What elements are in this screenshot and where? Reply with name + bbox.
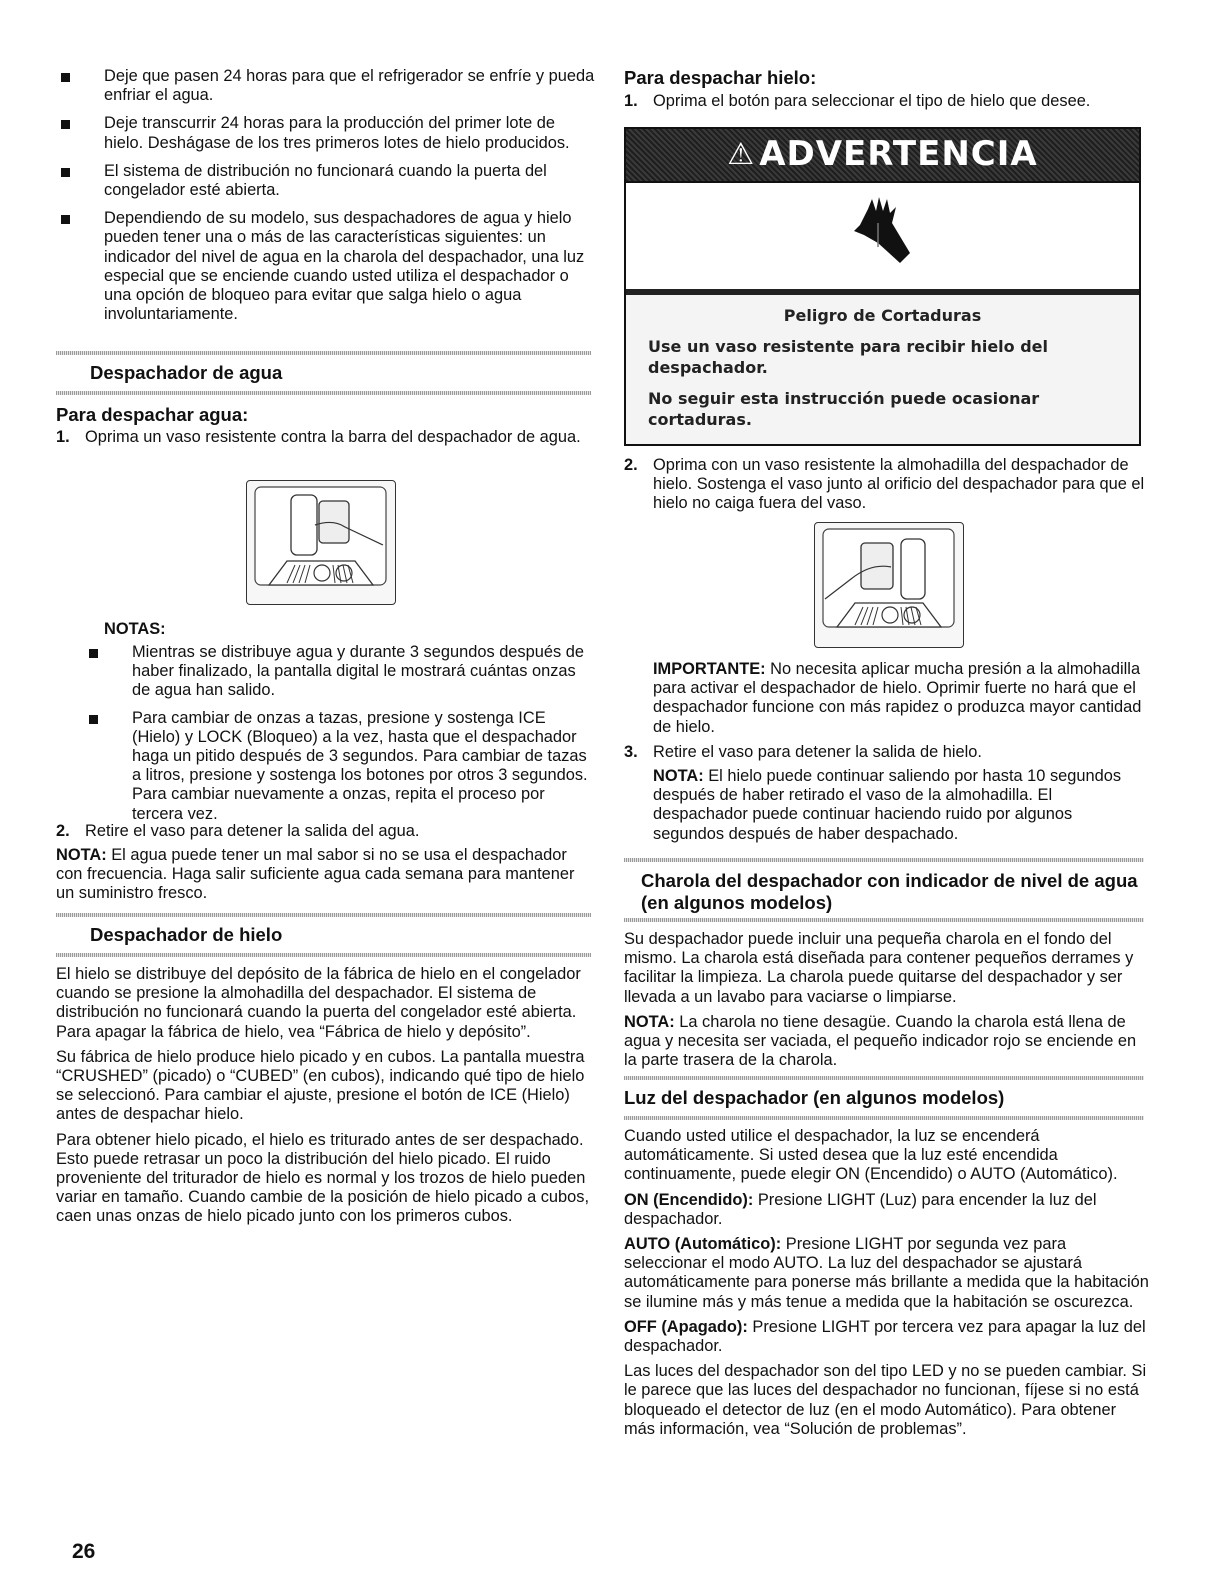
step-number: 1. — [56, 428, 70, 446]
note-label: NOTA: — [653, 767, 704, 785]
important-note — [653, 660, 1153, 737]
water-note — [56, 846, 591, 904]
step-text: Oprima un vaso resistente contra la barra del despachador de agua. — [85, 428, 581, 446]
list-item: Mientras se distribuye agua y durante 3 segundos después de haber finalizado, la pantalla digital le mostrará cuántas onzas de agua han salido. — [56, 643, 596, 701]
notes-label: NOTAS: — [104, 620, 166, 638]
warning-instruction: Use un vaso resistente para recibir hielo del despachador. — [648, 337, 1049, 377]
intro-bullet-list — [56, 67, 596, 331]
paragraph: Su despachador puede incluir una pequeña charola en el fondo del mismo. La charola está diseñada para contener pequeños derrames y facilitar la limpieza. La charola puede quitarse del despachador y ser llevada a un lavabo para vaciarse o limpiarse. — [624, 930, 1134, 1006]
water-dispenser-illustration — [246, 480, 396, 605]
subheading-dispense-water: Para despachar agua: — [56, 404, 249, 425]
note-label: NOTA: — [624, 1012, 675, 1031]
step-text: Oprima con un vaso resistente la almohadilla del despachador de hielo. Sostenga el vaso junto al orificio del despachador para que el hielo no caiga fuera del vaso. — [653, 456, 1145, 513]
notes-list — [56, 643, 596, 831]
light-on-paragraph — [624, 1191, 1149, 1229]
warning-consequence: No seguir esta instrucción puede ocasionar cortaduras. — [648, 389, 1040, 429]
warning-hazard: Peligro de Cortaduras — [783, 306, 982, 325]
mode-label: OFF (Apagado): — [624, 1317, 748, 1336]
paragraph: Para obtener hielo picado, el hielo es triturado antes de ser despachado. Esto puede retrasar un poco la distribución del hielo picado. El ruido proveniente del triturador de hielo es normal y los trozos de hielo pueden variar en tamaño. Cuando cambie de la posición de hielo picado a cubos, caen unas onzas de hielo picado junto con los primeros cubos. — [56, 1130, 590, 1226]
section-header-water — [56, 351, 591, 395]
light-auto-paragraph — [624, 1235, 1149, 1312]
paragraph: El hielo se distribuye del depósito de la fábrica de hielo en el congelador cuando se presione la almohadilla del despachador. El sistema de distribución no funcionará cuando la puerta del congelador esté abierta. Para apagar la fábrica de hielo, vea “Fábrica de hielo y depósito”. — [56, 965, 581, 1041]
note-text: El agua puede tener un mal sabor si no se usa el despachador con frecuencia. Haga salir suficiente agua cada semana para mantener un suministro fresco. — [56, 846, 575, 903]
step-number: 3. — [624, 743, 638, 761]
mode-label: AUTO (Automático): — [624, 1235, 782, 1254]
page-number: 26 — [72, 1540, 96, 1563]
warning-triangle-icon: ⚠ — [727, 137, 756, 173]
list-item: Deje transcurrir 24 horas para la producción del primer lote de hielo. Deshágase de los tres primeros lotes de hielo producidos. — [56, 114, 596, 152]
section-header-light — [624, 1076, 1144, 1120]
warning-icon-area — [626, 181, 1139, 289]
ice-step-2 — [624, 456, 1149, 514]
mode-text: Presione LIGHT por segunda vez para seleccionar el modo AUTO. La luz del despachador se ajustará automáticamente para ponerse más brillante a medida que la habitación se ilumine más y más tenue a medida que la habitación se oscurezca. — [624, 1235, 1149, 1311]
step-text: Oprima el botón para seleccionar el tipo de hielo que desee. — [653, 92, 1091, 110]
ice-dispenser-illustration — [814, 522, 964, 648]
subheading-dispense-ice: Para despachar hielo: — [624, 67, 817, 88]
step-number: 2. — [624, 456, 638, 474]
ice-step-3 — [624, 743, 1149, 762]
water-step-2 — [56, 822, 591, 841]
mode-label: ON (Encendido): — [624, 1190, 754, 1209]
section-title: Luz del despachador (en algunos modelos) — [624, 1087, 1005, 1108]
step-number: 2. — [56, 822, 70, 840]
light-off-paragraph — [624, 1318, 1149, 1356]
note-text: La charola no tiene desagüe. Cuando la charola está llena de agua y necesita ser vaciada, el pequeño indicador rojo se enciende en la parte trasera de la charola. — [624, 1012, 1137, 1070]
step-text: Retire el vaso para detener la salida de hielo. — [653, 743, 982, 761]
important-label: IMPORTANTE: — [653, 660, 766, 678]
ice-step-1 — [624, 92, 1149, 111]
mode-text: Presione LIGHT por tercera vez para apagar la luz del despachador. — [624, 1317, 1146, 1356]
paragraph: Su fábrica de hielo produce hielo picado y en cubos. La pantalla muestra “CRUSHED” (picado) o “CUBED” (en cubos), indicando qué tipo de hielo se seleccionó. Para cambiar el ajuste, presione el botón de ICE (Hielo) antes de despachar hielo. — [56, 1047, 585, 1124]
important-text: No necesita aplicar mucha presión a la almohadilla para activar el despachador de hielo. Oprimir fuerte no hará que el despachador funcione con más rapidez o produzca mayor cantidad de hielo. — [653, 660, 1142, 736]
ice-section-body — [56, 965, 596, 1233]
list-item: El sistema de distribución no funcionará cuando la puerta del congelador esté abierta. — [56, 162, 596, 200]
section-header-tray — [624, 858, 1144, 922]
section-title: Despachador de hielo — [90, 924, 283, 945]
list-item: Deje que pasen 24 horas para que el refrigerador se enfríe y pueda enfriar el agua. — [56, 67, 596, 105]
mode-text: Presione LIGHT (Luz) para encender la luz del despachador. — [624, 1190, 1097, 1228]
tray-section-body — [624, 930, 1149, 1076]
warning-title: ADVERTENCIA — [759, 134, 1038, 175]
paragraph: Las luces del despachador son del tipo LED y no se pueden cambiar. Si le parece que las luces del despachador no funcionan, fíjese si no está bloqueado el detector de luz (en el modo Automático). Para obtener más información, vea “Solución de problemas”. — [624, 1362, 1147, 1438]
cut-hand-icon — [838, 191, 928, 281]
section-title: Charola del despachador con indicador de nivel de agua (en algunos modelos) — [641, 870, 1138, 913]
warning-header — [626, 129, 1139, 181]
warning-body — [626, 289, 1139, 444]
section-title: Despachador de agua — [90, 362, 283, 383]
note-text: El hielo puede continuar saliendo por hasta 10 segundos después de haber retirado el vaso de la almohadilla. El despachador puede continuar haciendo ruido por algunos segundos después de haber despachado. — [653, 767, 1122, 843]
step-number: 1. — [624, 92, 638, 110]
note-label: NOTA: — [56, 846, 107, 864]
list-item: Dependiendo de su modelo, sus despachadores de agua y hielo pueden tener una o más de las características siguientes: un indicador del nivel de agua en la charola del despachador, una luz especial que se enciende cuando usted utiliza el despachador o una opción de bloqueo para evitar que salga hielo o agua involuntariamente. — [56, 209, 596, 324]
light-section-body — [624, 1127, 1149, 1445]
warning-box — [624, 127, 1141, 446]
paragraph: Cuando usted utilice el despachador, la luz se encenderá automáticamente. Si usted desea que la luz esté encendida continuamente, puede elegir ON (Encendido) o AUTO (Automático). — [624, 1127, 1118, 1184]
list-item: Para cambiar de onzas a tazas, presione y sostenga ICE (Hielo) y LOCK (Bloqueo) a la vez, hasta que el despachador haga un pitido después de 3 segundos. Para cambiar de tazas a litros, presione y sostenga los botones por otros 3 segundos. Para cambiar nuevamente a onzas, repita el proceso por tercera vez. — [56, 709, 596, 824]
ice-note — [653, 767, 1143, 844]
tray-note — [624, 1013, 1149, 1071]
section-header-ice — [56, 913, 591, 957]
water-step-1 — [56, 428, 591, 447]
step-text: Retire el vaso para detener la salida del agua. — [85, 822, 420, 840]
